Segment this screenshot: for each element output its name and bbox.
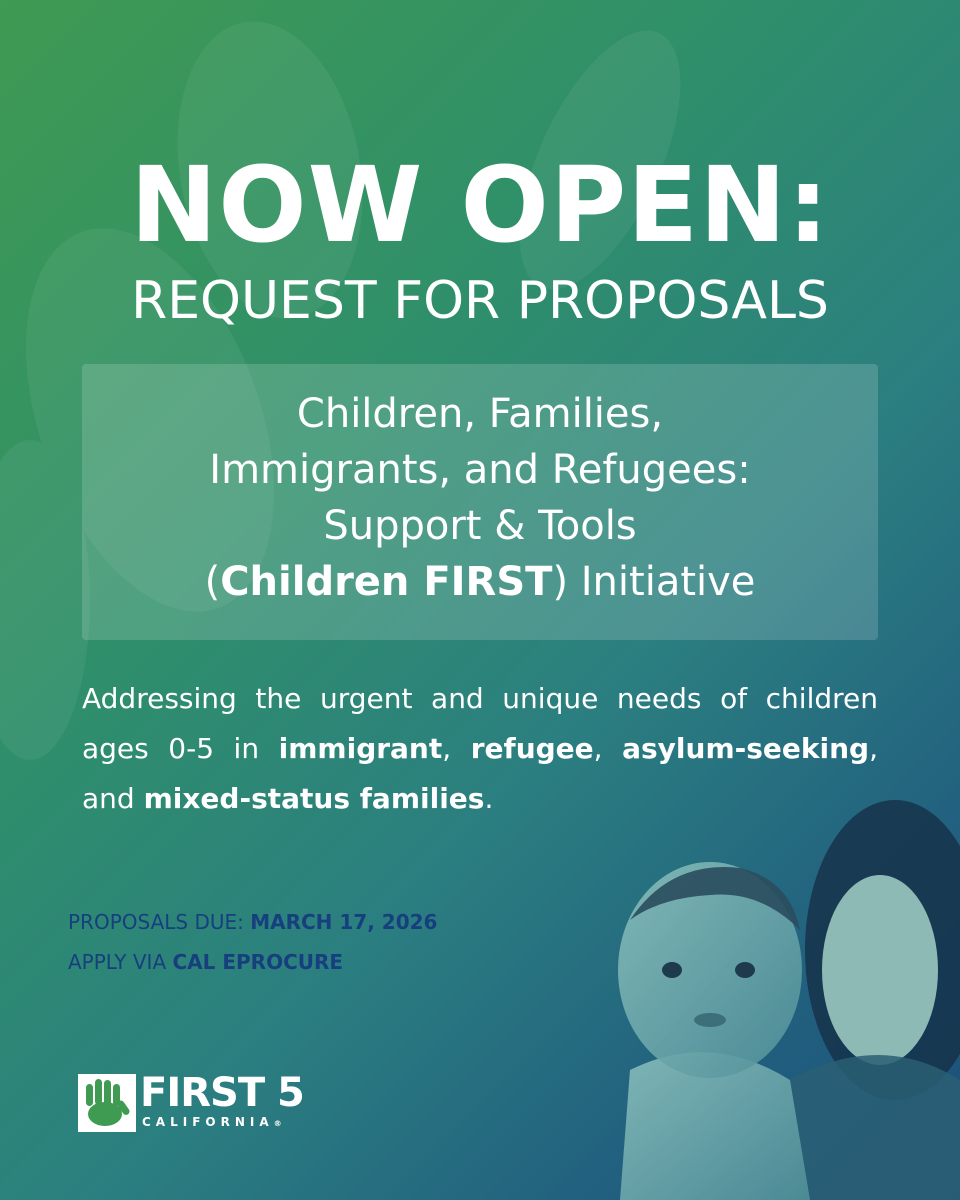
description-bold-immigrant: immigrant xyxy=(278,732,443,765)
registered-mark: ® xyxy=(273,1119,282,1128)
subheadline: REQUEST FOR PROPOSALS xyxy=(131,271,829,331)
deadline-info xyxy=(68,902,437,982)
description-bold-asylum: asylum-seeking xyxy=(622,732,870,765)
initiative-title-box xyxy=(82,364,878,640)
description-text: . xyxy=(484,782,494,815)
proposals-due-date: MARCH 17, 2026 xyxy=(250,910,438,934)
apply-via-line xyxy=(68,942,437,982)
description-bold-refugee: refugee xyxy=(470,732,594,765)
title-line-2: Immigrants, and Refugees: xyxy=(209,447,751,493)
description-text: , xyxy=(593,732,623,765)
logo-subtitle xyxy=(142,1114,282,1132)
headline: NOW OPEN: xyxy=(130,144,830,266)
title-line-3: Support & Tools xyxy=(323,503,637,549)
initiative-name: Children FIRST xyxy=(220,559,553,605)
title-line-4 xyxy=(82,554,878,610)
apply-via-label: APPLY VIA xyxy=(68,950,173,974)
logo-name-text: FIRST 5 xyxy=(140,1070,304,1116)
logo-subtitle-text: CALIFORNIA xyxy=(142,1115,274,1129)
description-text: , and xyxy=(82,732,878,815)
title-paren-open: ( xyxy=(204,559,221,605)
title-paren-close: ) xyxy=(552,559,569,605)
title-line-4-rest: Initiative xyxy=(568,559,756,605)
apply-via-link[interactable]: CAL EPROCURE xyxy=(172,950,344,974)
description-text: , xyxy=(442,732,471,765)
title-line-1: Children, Families, xyxy=(296,391,664,437)
logo-name xyxy=(140,1070,304,1116)
proposals-due-line xyxy=(68,902,437,942)
hand-icon xyxy=(78,1074,136,1132)
proposals-due-label: PROPOSALS DUE: xyxy=(68,910,251,934)
description-text: Addressing the urgent and unique needs of children ages 0-5 in xyxy=(82,682,878,765)
description-bold-mixed-status: mixed-status families xyxy=(143,782,485,815)
first5-logo xyxy=(78,1070,308,1134)
mother-and-baby-photo xyxy=(560,780,960,1200)
